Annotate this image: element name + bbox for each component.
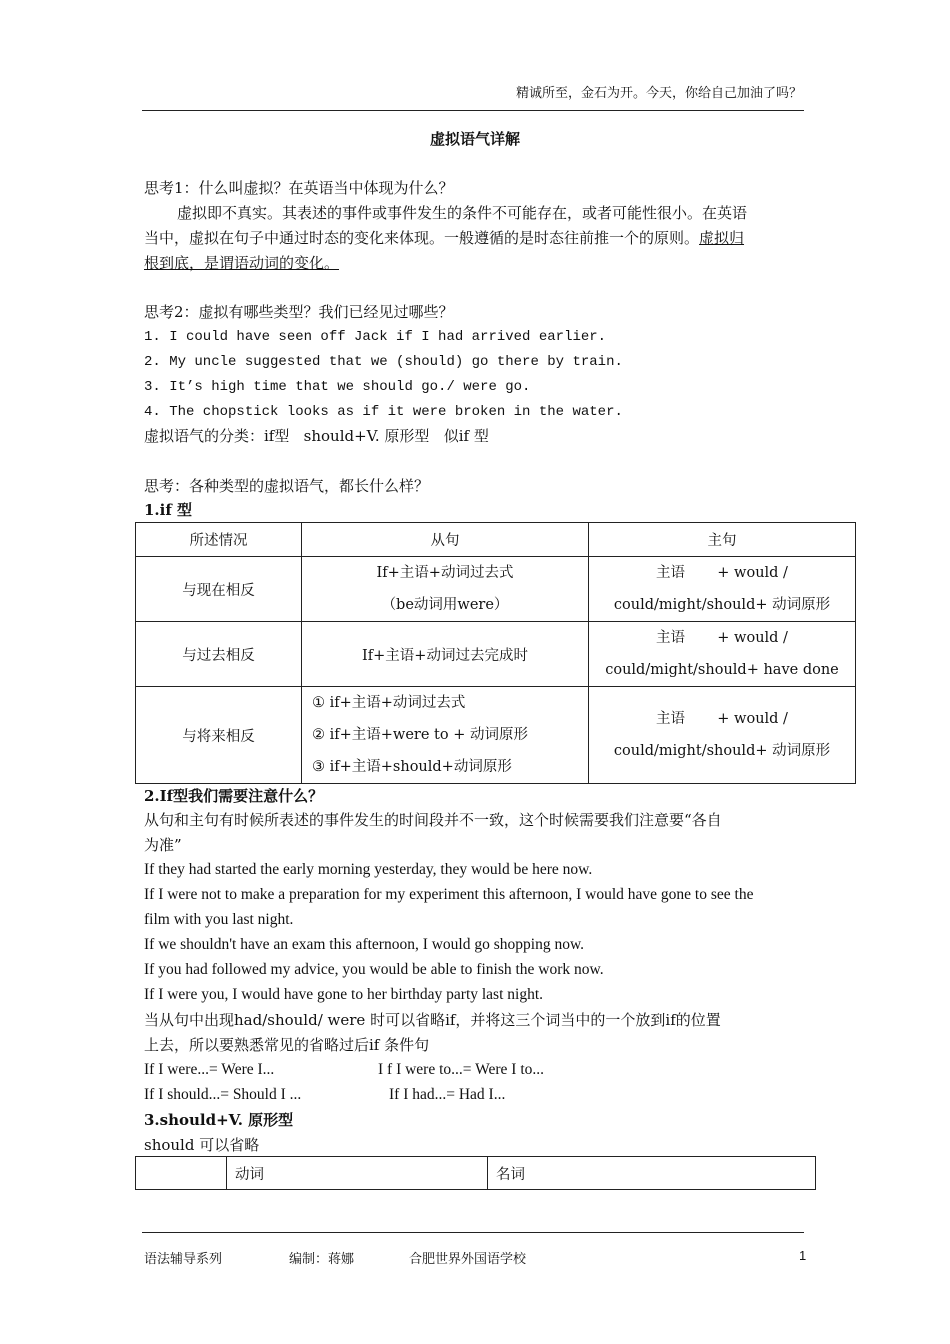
q2-classification: 虚拟语气的分类：if型 should+V. 原形型 似if 型 bbox=[144, 427, 489, 445]
omission-note: 当从句中出现had/should/ were 时可以省略if，并将这三个词当中的一个放到if的位置 bbox=[144, 1011, 721, 1029]
table-row bbox=[136, 1157, 816, 1190]
main-line: 主语 + would / bbox=[656, 711, 788, 727]
situation-cell: 与将来相反 bbox=[136, 687, 302, 784]
example-sentence: If they had started the early morning yesterday, they would be here now. bbox=[144, 861, 593, 878]
main-line: 主语 + would / bbox=[656, 630, 788, 646]
clause-cell bbox=[302, 687, 589, 784]
section3-heading: 3.should+V. 原形型 bbox=[144, 1111, 294, 1129]
main-line: could/might/should+ 动词原形 bbox=[613, 597, 831, 613]
example-sentence: If you had followed my advice, you would be able to finish the work now. bbox=[144, 961, 604, 978]
section2-heading: 2.If型我们需要注意什么？ bbox=[144, 787, 324, 805]
situation-cell: 与过去相反 bbox=[136, 622, 302, 687]
situation-cell: 与现在相反 bbox=[136, 557, 302, 622]
q1-answer-line1: 虚拟即不真实。其表述的事件或事件发生的条件不可能存在，或者可能性很小。在英语 bbox=[177, 204, 748, 222]
example-sentence: If we shouldn't have an exam this afternoon, I would go shopping now. bbox=[144, 936, 585, 953]
q1-answer-line2 bbox=[144, 228, 744, 248]
table-row bbox=[136, 687, 856, 784]
example-sentence: If I were you, I would have gone to her birthday party last night. bbox=[144, 986, 544, 1003]
q2-example: 3. It’s high time that we should go./ were go. bbox=[144, 379, 531, 395]
q1-answer-plain: 当中，虚拟在句子中通过时态的变化来体现。一般遵循的是时态往前推一个的原则。 bbox=[144, 229, 700, 247]
section1-heading: 1.if 型 bbox=[144, 501, 193, 519]
main-line: 主语 + would / bbox=[656, 565, 788, 581]
inversion-example: I f I were to...= Were I to... bbox=[378, 1061, 545, 1078]
q3-question: 思考：各种类型的虚拟语气，都长什么样？ bbox=[144, 477, 430, 495]
clause-line: If+主语+动词过去式 bbox=[376, 565, 514, 581]
section2-intro: 从句和主句有时候所表述的事件发生的时间段并不一致，这个时候需要我们注意要“各自 bbox=[144, 811, 722, 829]
main-cell bbox=[589, 687, 856, 784]
table-header-cell: 从句 bbox=[302, 523, 589, 557]
page-title: 虚拟语气详解 bbox=[429, 130, 520, 148]
main-line: could/might/should+ 动词原形 bbox=[613, 743, 831, 759]
clause-line: ② if+主语+were to + 动词原形 bbox=[312, 727, 528, 743]
example-sentence: film with you last night. bbox=[144, 911, 294, 928]
inversion-example: If I should...= Should I ... bbox=[144, 1086, 302, 1103]
clause-line: ① if+主语+动词过去式 bbox=[312, 695, 466, 711]
table-header-cell: 主句 bbox=[589, 523, 856, 557]
footer-school: 合肥世界外国语学校 bbox=[409, 1252, 527, 1267]
footer-rule bbox=[142, 1232, 804, 1233]
section2-intro: 为准” bbox=[144, 836, 182, 854]
inversion-example: If I had...= Had I... bbox=[389, 1086, 506, 1103]
clause-cell bbox=[302, 557, 589, 622]
footer-series: 语法辅导系列 bbox=[144, 1252, 223, 1267]
omission-note: 上去，所以要熟悉常见的省略过后if 条件句 bbox=[144, 1036, 430, 1054]
page-number: 1 bbox=[799, 1248, 807, 1263]
main-cell bbox=[589, 622, 856, 687]
q2-example: 4. The chopstick looks as if it were broken in the water. bbox=[144, 404, 623, 420]
q2-question: 思考2：虚拟有哪些类型？我们已经见过哪些？ bbox=[144, 303, 454, 321]
table-row bbox=[136, 557, 856, 622]
inversion-example: If I were...= Were I... bbox=[144, 1061, 275, 1078]
table-cell bbox=[136, 1157, 227, 1190]
table-header-row bbox=[136, 523, 856, 557]
main-cell bbox=[589, 557, 856, 622]
clause-line: ③ if+主语+should+动词原形 bbox=[312, 759, 512, 775]
header-rule bbox=[142, 110, 804, 111]
q1-answer-line3: 根到底，是谓语动词的变化。 bbox=[144, 254, 340, 272]
section3-note: should 可以省略 bbox=[144, 1136, 260, 1154]
footer-editor: 编制：蒋娜 bbox=[289, 1252, 355, 1267]
if-type-table bbox=[135, 522, 856, 784]
table-cell: 名词 bbox=[488, 1157, 816, 1190]
main-line: could/might/should+ have done bbox=[605, 662, 839, 678]
table-header-cell: 所述情况 bbox=[136, 523, 302, 557]
clause-cell: If+主语+动词过去完成时 bbox=[302, 622, 589, 687]
header-motto: 精诚所至，金石为开。今天，你给自己加油了吗？ bbox=[515, 86, 802, 101]
should-type-table bbox=[135, 1156, 816, 1190]
table-row bbox=[136, 622, 856, 687]
q2-example: 1. I could have seen off Jack if I had arrived earlier. bbox=[144, 329, 607, 345]
table-cell: 动词 bbox=[227, 1157, 488, 1190]
clause-line: （be动词用were） bbox=[381, 597, 509, 613]
q2-example: 2. My uncle suggested that we (should) go there by train. bbox=[144, 354, 623, 370]
q1-question: 思考1：什么叫虚拟？在英语当中体现为什么？ bbox=[144, 179, 454, 197]
example-sentence: If I were not to make a preparation for my experiment this afternoon, I would have gone to see the bbox=[144, 886, 754, 903]
q1-answer-underlined: 虚拟归 bbox=[699, 229, 745, 247]
